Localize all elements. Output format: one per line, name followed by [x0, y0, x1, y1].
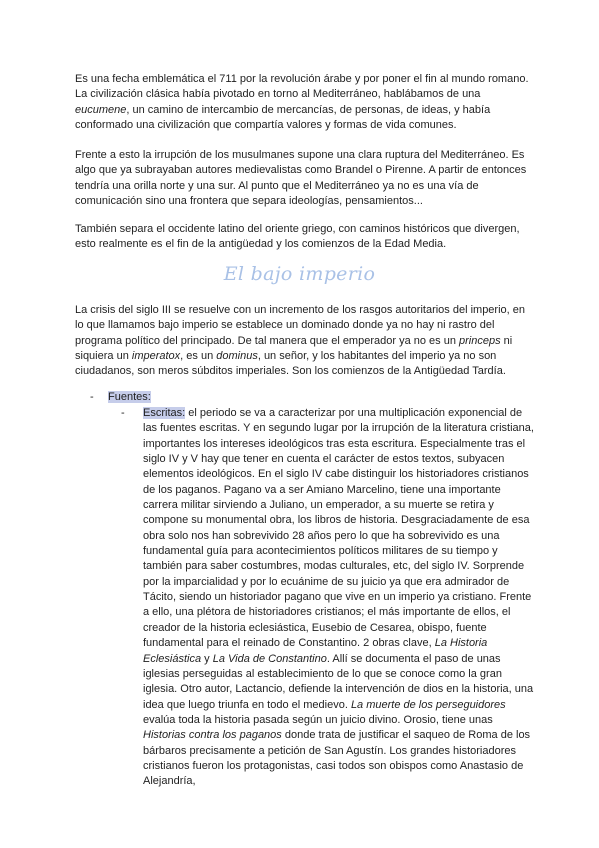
italic-title: La Vida de Constantino [212, 652, 327, 665]
paragraph-text: evalúa toda la historia pasada según un juicio divino. Orosio, tiene unas [143, 713, 493, 726]
italic-term: dominus [216, 349, 258, 362]
list-dash: - [90, 391, 94, 403]
italic-title: La muerte de los perseguidores [350, 698, 506, 711]
paragraph-text: . Allí se documenta el paso de unas iglesias perseguidas al establecimiento de lo que se conoce como la gran iglesia. Otro autor, Lactancio, defiende la intervención de dios en la historia, una idea que luego triunfa en todo el medievo. [143, 652, 534, 711]
list-item-escritas [121, 406, 536, 790]
paragraph-text: , un camino de intercambio de mercancías, de personas, de ideas, y había conformado una civilización que compartía valores y formas de vida comunes. [75, 103, 491, 131]
list-item-fuentes [90, 390, 151, 405]
italic-title: La Historia Eclesiástica [143, 637, 488, 665]
paragraph-mediterraneo: Frente a esto la irrupción de los musulmanes supone una clara ruptura del Mediterráneo. Es algo que ya subrayaban autores medievalistas como Brandel o Pirenne. A partir de entonces tendría una orilla norte y una sur. Al punto que el Mediterráneo ya no es una vía de comunicación sino una frontera que separa ideologías, pensamientos... [75, 149, 527, 207]
italic-title: Historias contra los paganos [143, 729, 282, 742]
italic-term: eucumene [75, 103, 127, 116]
paragraph-occidente: También separa el occidente latino del oriente griego, con caminos históricos que divergen, esto realmente es el fin de la antigüedad y los comienzos de la Edad Media. [75, 223, 520, 251]
list-dash: - [121, 407, 125, 419]
paragraph-711 [75, 72, 530, 133]
italic-term: imperatox [131, 349, 181, 362]
fuentes-label: Fuentes: [108, 391, 151, 403]
paragraph-text: ni siquiera un [75, 334, 513, 362]
paragraph-text: , un señor, y los habitantes del imperio ya no son ciudadanos, son meros súbditos imperiales. Son los comienzos de la Antigüedad Tardía. [75, 349, 506, 378]
paragraph-text: donde trata de justificar el saqueo de Roma de los bárbaros precisamente a petición de San Agustín. Los grandes historiadores cristianos fueron los protagonistas, casi todos son obispos como Anastasio de Alejandría, [143, 729, 531, 788]
paragraph-text: La crisis del siglo III se resuelve con un incremento de los rasgos autoritarios del imperio, en lo que llamamos bajo imperio se establece un dominado donde ya no hay ni rastro del programa político del principado. De tal manera que el emperador ya no es un [75, 304, 526, 347]
italic-term: princeps [459, 334, 501, 347]
paragraph-text: Es una fecha emblemática el 711 por la revolución árabe y por poner el fin al mundo romano. La civilización clásica había pivotado en torno al Mediterráneo, hablábamos de una [75, 73, 529, 101]
paragraph-crisis [75, 303, 530, 379]
section-heading: El bajo imperio [223, 263, 376, 285]
escritas-body [143, 406, 536, 790]
paragraph-text: el periodo se va a caracterizar por una multiplicación exponencial de las fuentes escritas. Y en segundo lugar por la irrupción de la literatura cristiana, importantes los intereses ideológicos tras esta escritura. Especialmente tras el siglo IV y V hay que tener en cuenta el carácter de estos textos, subyacen elementos ideológicos. En el siglo IV cabe distinguir los historiadores cristianos de los paganos. Pagano va a ser Amiano Marcelino, tiene una importante carrera militar sirviendo a Juliano, un emperador, a su muerte se retira y compone su monumental obra, los libros de historia. Desgraciadamente de esa obra solo nos han sobrevivido 28 años pero lo que ha sobrevivido es una fundamental guía para acontecimientos políticos militares de su tiempo y también para saber costumbres, modas culturales, etc, del siglo IV. Sorprende por la imparcialidad y por lo ecuánime de su juicio ya que era admirador de Tácito, siendo un historiador pagano que vive en un imperio ya cristiano. Frente a ello, una plétora de historiadores cristianos; el más importante de ellos, el creador de la historia eclesiástica, Eusebio de Cesarea, obispo, fuente fundamental para el reinado de Constantino. 2 obras clave, [143, 407, 534, 650]
escritas-label: Escritas: [143, 407, 186, 419]
paragraph-text: , es un [180, 349, 217, 362]
paragraph-text: y [201, 652, 213, 665]
